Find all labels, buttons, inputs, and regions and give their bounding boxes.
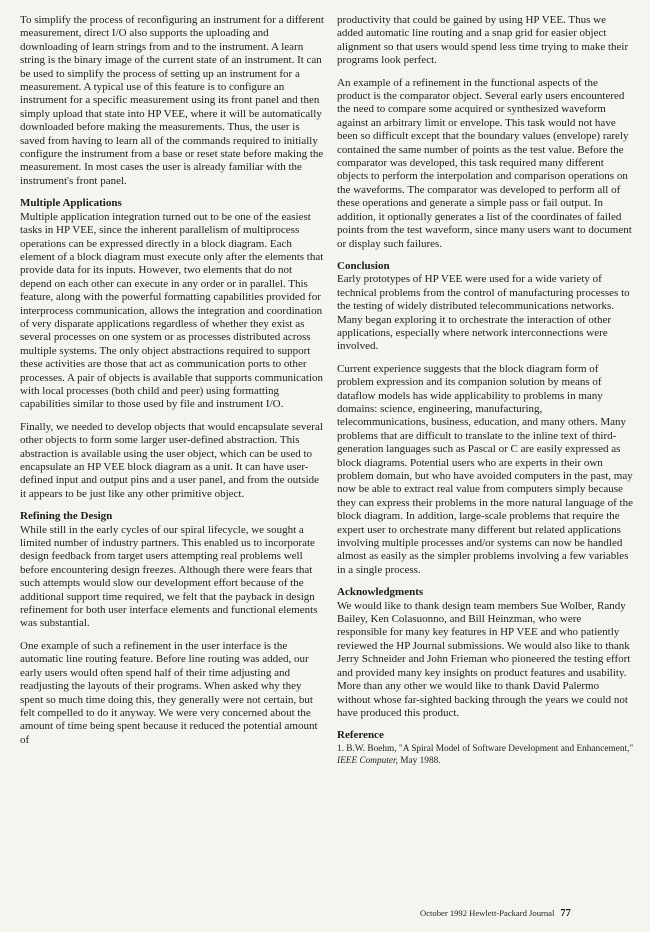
paragraph-conclusion-1: Early prototypes of HP VEE were used for a wide variety of technical problems from the control of manufacturing processes to the testing of widely distributed telecommunications networks. Many began exploring it to orchestrate the interaction of other applications, especially where network interconnections were involved. (337, 273, 630, 353)
paragraph-conclusion-2: Current experience suggests that the block diagram form of problem expression and its companion solution by means of dataflow models has wide applicability to problems in many domains: science, engineering, manufacturing, telecommunications, business, education, and many others. Many problems that are difficult to translate to the inline text of third-generation languages such as Pascal or C are easily expressed as block diagrams. Potential users who are experts in their own problem domain, but who have avoided computers in the past, may now be able to extract real value from computers simply because they can express their problems in the more natural language of the block diagram. In addition, large-scale problems that require the expert user to orchestrate many different but related applications involving multiple processes and/or systems can now be handled almost as easily as the simpler problems involving a few variables in a single process. (337, 362, 633, 576)
heading-multiple-applications: Multiple Applications (20, 197, 122, 210)
right-column (337, 14, 634, 776)
reference-journal: IEEE Computer, (337, 755, 398, 766)
reference-date: May 1988. (400, 755, 441, 766)
paragraph-refining-1: While still in the early cycles of our spiral lifecycle, we sought a limited number of industry partners. This enabled us to incorporate design feedback from target users attempting real problems well before encountering design freezes. Although there were fears that such attempts would slow our development effort because of the additional support time required, we felt that the payback in design refinement for both user interface elements and functional elements was substantial. (20, 523, 318, 630)
heading-refining-the-design: Refining the Design (20, 510, 113, 523)
heading-conclusion: Conclusion (337, 259, 390, 272)
footer-issue: October 1992 Hewlett-Packard Journal (420, 908, 555, 918)
reference-item (337, 743, 634, 767)
paragraph-multiple-applications-2: Finally, we needed to develop objects that would encapsulate several other objects to form some larger user-defined abstraction. This abstraction is available using the user object, which can be used to encapsulate an HP VEE block diagram as a unit. It can have user-defined input and output pins and a user panel, and from the outside it appears to be just like any other primitive object. (20, 420, 323, 500)
left-column (20, 14, 324, 756)
paragraph-comparator: An example of a refinement in the functional aspects of the product is the comparator object. Several early users encountered the need to compare some acquired or synthesized waveform against an arbitrary limit or envelope. This task would not have been so difficult except that the boundary values (envelope) rarely contained the same number of points as the test value. Before the comparator was developed, this task required many different objects to perform the interpolation and comparison operations on the waveforms. The comparator was developed to perform all of these operations and generate a simple pass or fail output. In addition, it optionally generates a list of the coordinates of failed points from the test waveform, since many users want to document or display such failures. (337, 76, 632, 250)
paragraph-acknowledgments: We would like to thank design team members Sue Wolber, Randy Bailey, Ken Colasuonno, and Bill Heinzman, who were responsible for many key features in HP VEE and who patiently reviewed the HP Journal submissions. We would also like to thank Jerry Schneider and John Frieman who pioneered the testing effort and provided many key insights on product features and usability. More than any other we would like to thank David Palermo without whose far-sighted backing through the years we could not have produced this product. (337, 599, 631, 719)
reference-text: 1. B.W. Boehm, "A Spiral Model of Software Development and Enhancement," (337, 743, 634, 754)
paragraph-learn-strings: To simplify the process of reconfiguring an instrument for a different measurement, direct I/O also supports the uploading and downloading of learn strings from and to the instrument. A learn string is the binary image of the current state of an instrument. It can be used to simplify the process of setting up an instrument for a measurement. A typical use of this feature is to configure an instrument for a specific measurement using its front panel and then simply upload that state into HP VEE, where it will be automatically downloaded before making the measurements. Thus, the user is saved from having to learn all of the commands required to initially configure the instrument from a base or reset state before making the measurement. In most cases the user is already familiar with the instrument's front panel. (20, 14, 324, 187)
paragraph-continuation: productivity that could be gained by using HP VEE. Thus we added automatic line routing and a snap grid for easier object alignment so that users would spend less time trying to make their programs look perfect. (337, 14, 629, 67)
paragraph-refining-2: One example of such a refinement in the user interface is the automatic line routing feature. Before line routing was added, our early users would often spend half of their time adjusting and readjusting the layouts of their programs. When asked why they spent so much time doing this, they generally were not certain, but felt compelled to do it anyway. We were very concerned about the amount of time being spent because it reduced the potential amount of (20, 639, 318, 746)
page-number: 77 (560, 908, 571, 919)
page-footer (420, 908, 630, 919)
paragraph-multiple-applications-1: Multiple application integration turned out to be one of the easiest tasks in HP VEE, since the inherent parallelism of multiprocess operations can be expressed directly in a block diagram. Each element of a block diagram must execute only after the elements that provide data for its inputs. However, two elements that do not depend on each other can execute in any order or in parallel. This feature, along with the powerful formatting capabilities provided for interprocess communication, allows the integration and coordination of very disparate applications regardless of whether they exist as several processes on one system or as processes distributed across multiple systems. The only object abstractions required to support these activities are those that act as communication ports to other processes. A pair of objects is available that supports communication with local processes (both child and peer) using formatting capabilities similar to those used by file and instrument I/O. (20, 210, 324, 411)
heading-acknowledgments: Acknowledgments (337, 586, 424, 599)
heading-reference: Reference (337, 729, 384, 742)
